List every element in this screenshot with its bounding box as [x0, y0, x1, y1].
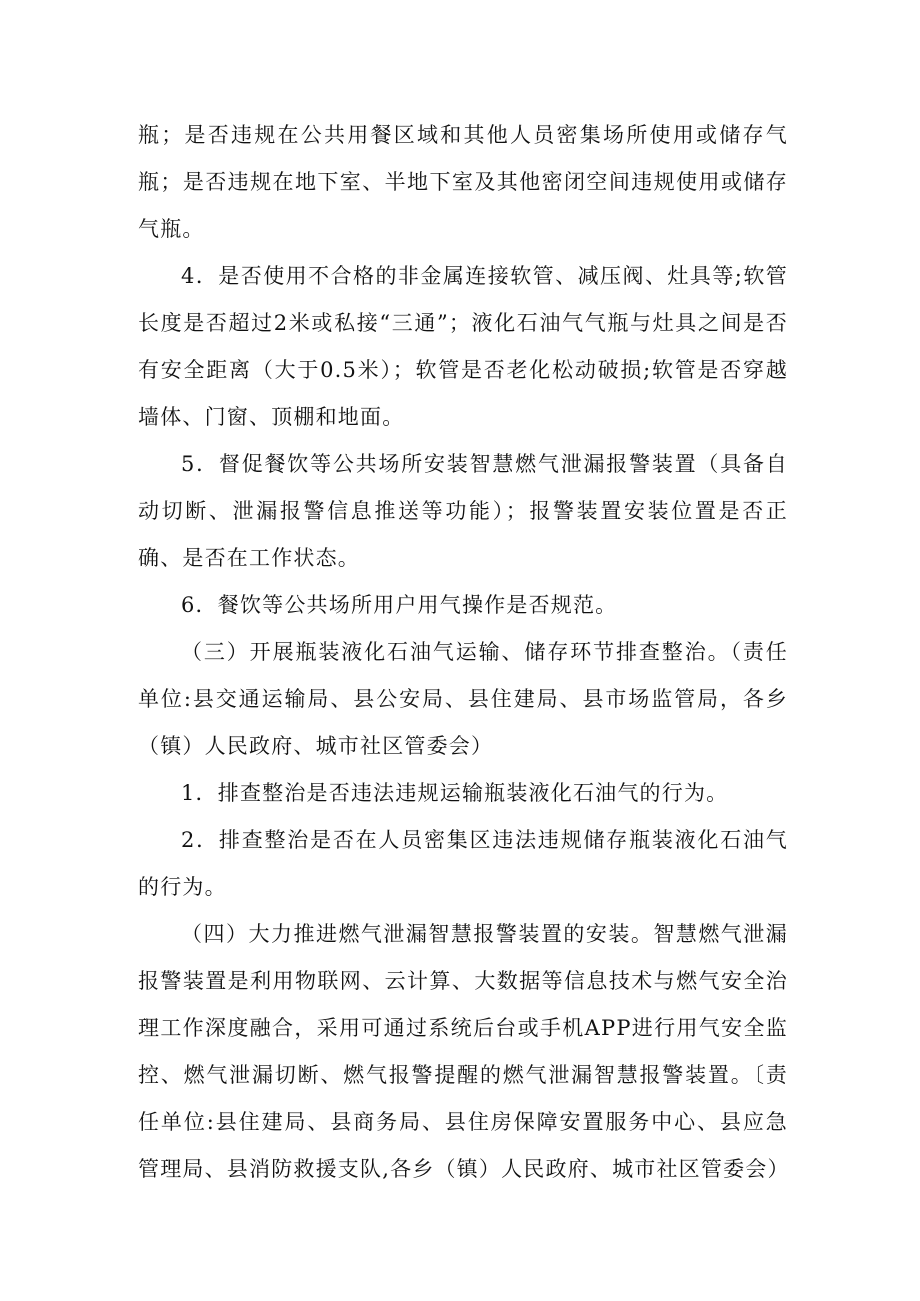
paragraph-item-5-alarm-devices: 5．督促餐饮等公共场所安装智慧燃气泄漏报警装置（具备自动切断、泄漏报警信息推送等功能）；报警装置安装位置是否正确、是否在工作状态。: [138, 452, 788, 570]
paragraph-item-2-storage: 2．排查整治是否在人员密集区违法违规储存瓶装液化石油气的行为。: [138, 828, 788, 899]
paragraph-section-4-smart-alarm: （四）大力推进燃气泄漏智慧报警装置的安装。智慧燃气泄漏报警装置是利用物联网、云计算、大数据等信息技术与燃气安全治理工作深度融合，采用可通过系统后台或手机APP进行用气安全监控、燃气泄漏切断、燃气报警提醒的燃气泄漏智慧报警装置。〔责任单位:县住建局、县商务局、县住房保障安置服务中心、县应急管理局、县消防救援支队,各乡（镇）人民政府、城市社区管委会）: [138, 922, 790, 1181]
paragraph-item-6-gas-operation: 6．餐饮等公共场所用户用气操作是否规范。: [181, 593, 618, 617]
paragraph-item-4-hoses: 4．是否使用不合格的非金属连接软管、减压阀、灶具等;软管长度是否超过2米或私接“三通”；液化石油气气瓶与灶具之间是否有安全距离（大于0.5米）；软管是否老化松动破损;软管是否穿越墙体、门窗、顶棚和地面。: [138, 264, 788, 429]
paragraph-item-1-transport: 1．排查整治是否违法违规运输瓶装液化石油气的行为。: [181, 781, 729, 805]
document-body: [138, 112, 788, 1193]
paragraph-bottle-storage-rules: 瓶；是否违规在公共用餐区域和其他人员密集场所使用或储存气瓶；是否违规在地下室、半地下室及其他密闭空间违规使用或储存气瓶。: [138, 123, 788, 241]
paragraph-section-3-transport-storage: （三）开展瓶装液化石油气运输、储存环节排查整治。（责任单位:县交通运输局、县公安局、县住建局、县市场监管局，各乡（镇）人民政府、城市社区管委会）: [138, 640, 788, 758]
